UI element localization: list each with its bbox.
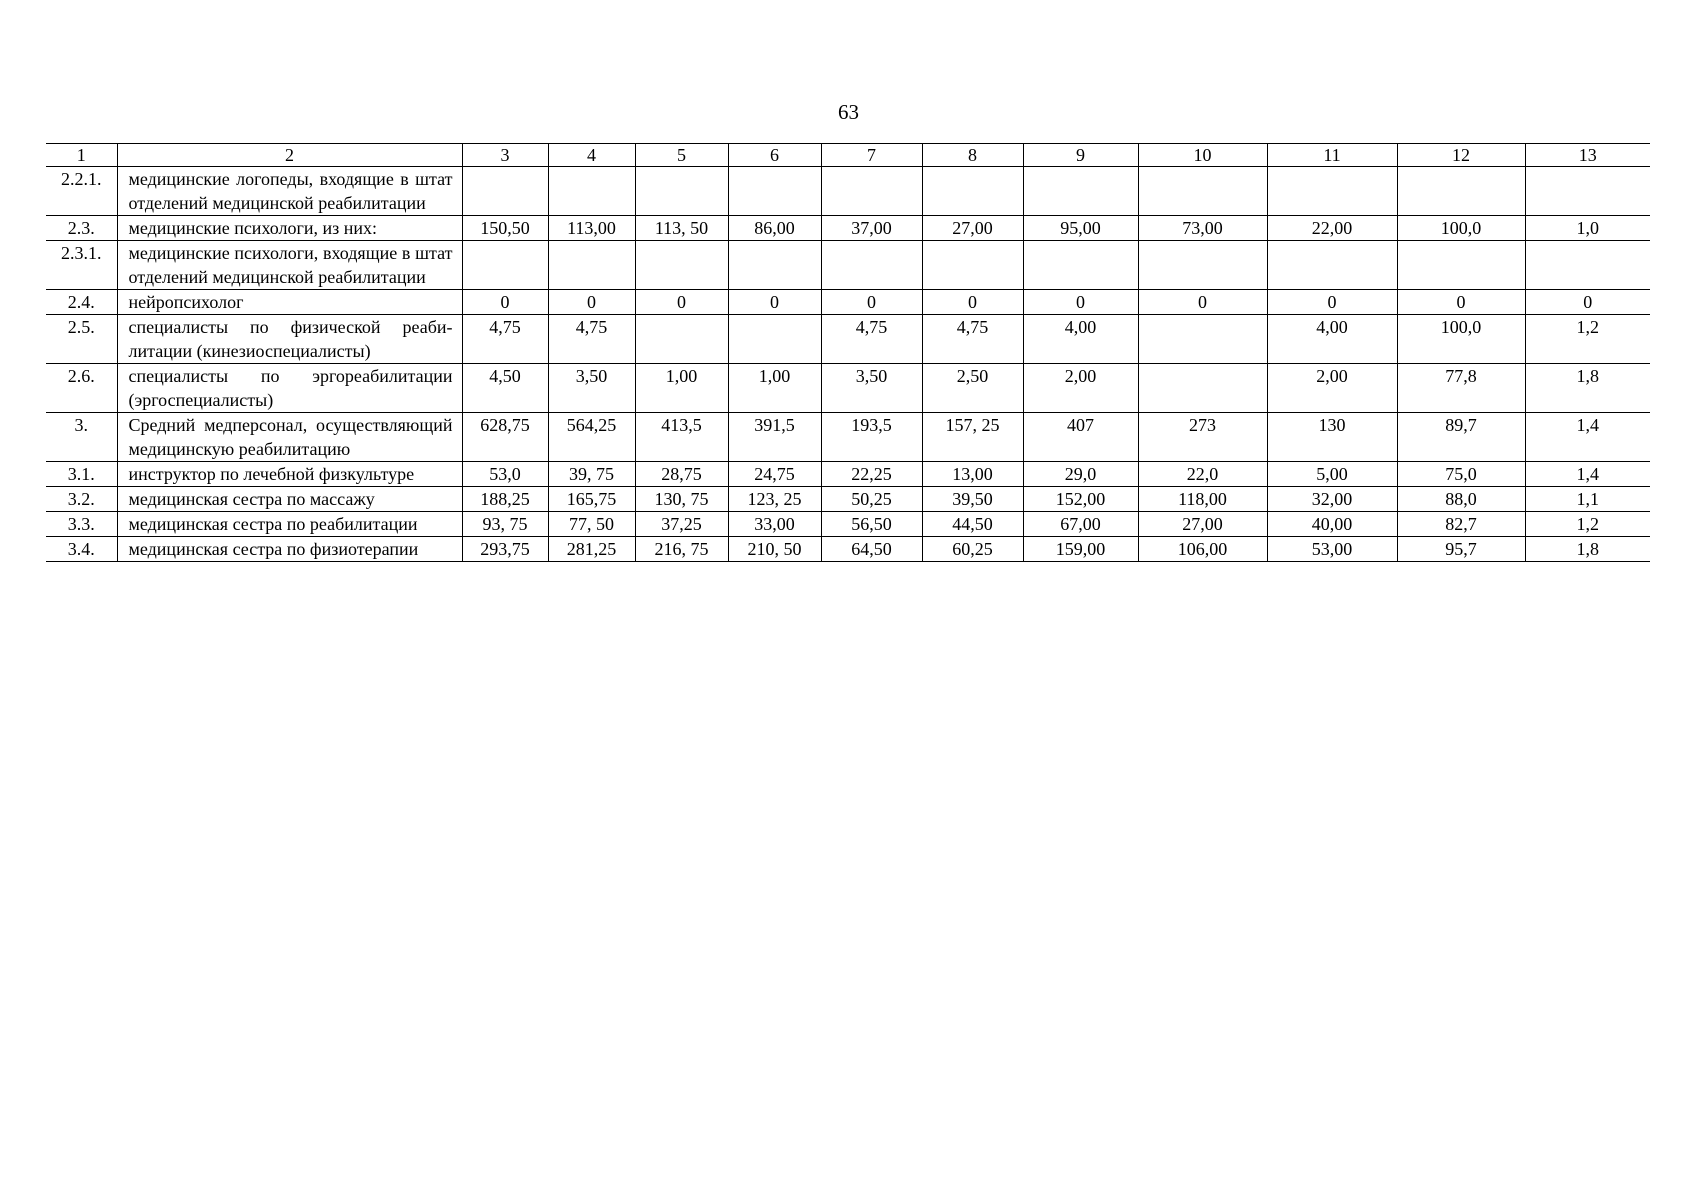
value-cell: [462, 167, 548, 216]
row-name-cell: Средний медперсонал, осуществляющий медицинскую реабилитацию: [117, 413, 462, 462]
value-cell: [1525, 241, 1650, 290]
table-row: [46, 364, 1650, 413]
value-cell: 28,75: [635, 462, 728, 487]
value-cell: [635, 315, 728, 364]
value-cell: 88,0: [1397, 487, 1525, 512]
value-cell: 1,8: [1525, 537, 1650, 562]
row-name-cell: медицинская сестра по массажу: [117, 487, 462, 512]
value-cell: [1138, 241, 1267, 290]
value-cell: 1,1: [1525, 487, 1650, 512]
value-cell: [1267, 167, 1397, 216]
header-row: [46, 144, 1650, 167]
value-cell: [728, 241, 821, 290]
value-cell: 4,00: [1267, 315, 1397, 364]
value-cell: [728, 167, 821, 216]
value-cell: [1138, 167, 1267, 216]
value-cell: 1,2: [1525, 315, 1650, 364]
header-cell: 6: [728, 144, 821, 167]
value-cell: 60,25: [922, 537, 1023, 562]
row-name-cell: медицинские логопеды, входящие в штат отделений медицинской реабилитации: [117, 167, 462, 216]
value-cell: 27,00: [1138, 512, 1267, 537]
value-cell: 3,50: [548, 364, 635, 413]
row-number-cell: 2.4.: [46, 290, 117, 315]
value-cell: 0: [1267, 290, 1397, 315]
value-cell: 0: [548, 290, 635, 315]
row-number-cell: 3.2.: [46, 487, 117, 512]
header-cell: 9: [1023, 144, 1138, 167]
table-row: [46, 290, 1650, 315]
header-cell: 4: [548, 144, 635, 167]
header-cell: 11: [1267, 144, 1397, 167]
value-cell: 1,00: [635, 364, 728, 413]
value-cell: [1138, 315, 1267, 364]
value-cell: 37,00: [821, 216, 922, 241]
header-cell: 7: [821, 144, 922, 167]
value-cell: [635, 241, 728, 290]
value-cell: 100,0: [1397, 315, 1525, 364]
value-cell: 165,75: [548, 487, 635, 512]
value-cell: 157, 25: [922, 413, 1023, 462]
value-cell: 3,50: [821, 364, 922, 413]
row-number-cell: 2.3.: [46, 216, 117, 241]
row-name-cell: медицинские психологи, входящие в штат отделений медицинской реабилитации: [117, 241, 462, 290]
value-cell: 33,00: [728, 512, 821, 537]
value-cell: 39,50: [922, 487, 1023, 512]
table-row: [46, 413, 1650, 462]
value-cell: [1397, 167, 1525, 216]
header-cell: 13: [1525, 144, 1650, 167]
row-name-cell: инструктор по лечебной физкультуре: [117, 462, 462, 487]
value-cell: 216, 75: [635, 537, 728, 562]
value-cell: 13,00: [922, 462, 1023, 487]
value-cell: 4,75: [462, 315, 548, 364]
page-number: 63: [838, 100, 859, 124]
value-cell: 93, 75: [462, 512, 548, 537]
value-cell: [1525, 167, 1650, 216]
header-cell: 5: [635, 144, 728, 167]
value-cell: 1,4: [1525, 462, 1650, 487]
header-cell: 2: [117, 144, 462, 167]
table-row: [46, 216, 1650, 241]
value-cell: 106,00: [1138, 537, 1267, 562]
value-cell: 0: [922, 290, 1023, 315]
value-cell: 50,25: [821, 487, 922, 512]
value-cell: 27,00: [922, 216, 1023, 241]
value-cell: [548, 167, 635, 216]
value-cell: 130: [1267, 413, 1397, 462]
value-cell: 4,00: [1023, 315, 1138, 364]
value-cell: 100,0: [1397, 216, 1525, 241]
value-cell: 193,5: [821, 413, 922, 462]
value-cell: 32,00: [1267, 487, 1397, 512]
value-cell: 37,25: [635, 512, 728, 537]
value-cell: 150,50: [462, 216, 548, 241]
value-cell: 53,0: [462, 462, 548, 487]
value-cell: 0: [1138, 290, 1267, 315]
value-cell: 1,00: [728, 364, 821, 413]
value-cell: 113,00: [548, 216, 635, 241]
value-cell: 29,0: [1023, 462, 1138, 487]
value-cell: 1,4: [1525, 413, 1650, 462]
value-cell: 73,00: [1138, 216, 1267, 241]
row-name-cell: специалисты по физической реабилитации (кинезиоспециалисты): [117, 315, 462, 364]
value-cell: 281,25: [548, 537, 635, 562]
value-cell: 64,50: [821, 537, 922, 562]
table-row: [46, 241, 1650, 290]
value-cell: 152,00: [1023, 487, 1138, 512]
value-cell: 564,25: [548, 413, 635, 462]
row-number-cell: 2.2.1.: [46, 167, 117, 216]
row-number-cell: 3.1.: [46, 462, 117, 487]
row-name-cell: специалисты по эргореабилитации (эргоспециалисты): [117, 364, 462, 413]
value-cell: 22,00: [1267, 216, 1397, 241]
value-cell: 53,00: [1267, 537, 1397, 562]
value-cell: 95,00: [1023, 216, 1138, 241]
value-cell: 22,25: [821, 462, 922, 487]
row-number-cell: 3.3.: [46, 512, 117, 537]
value-cell: 82,7: [1397, 512, 1525, 537]
value-cell: 4,75: [821, 315, 922, 364]
value-cell: [1138, 364, 1267, 413]
row-number-cell: 2.6.: [46, 364, 117, 413]
row-number-cell: 3.: [46, 413, 117, 462]
value-cell: 39, 75: [548, 462, 635, 487]
value-cell: 273: [1138, 413, 1267, 462]
value-cell: [1397, 241, 1525, 290]
value-cell: 0: [1397, 290, 1525, 315]
value-cell: 391,5: [728, 413, 821, 462]
table-row: [46, 462, 1650, 487]
value-cell: 4,75: [548, 315, 635, 364]
table-row: [46, 512, 1650, 537]
value-cell: 89,7: [1397, 413, 1525, 462]
header-cell: 3: [462, 144, 548, 167]
value-cell: [821, 167, 922, 216]
value-cell: [728, 315, 821, 364]
header-cell: 8: [922, 144, 1023, 167]
staffing-table: [46, 143, 1650, 562]
value-cell: 188,25: [462, 487, 548, 512]
value-cell: 113, 50: [635, 216, 728, 241]
value-cell: 40,00: [1267, 512, 1397, 537]
value-cell: 0: [462, 290, 548, 315]
value-cell: [1267, 241, 1397, 290]
row-number-cell: 2.3.1.: [46, 241, 117, 290]
value-cell: 95,7: [1397, 537, 1525, 562]
value-cell: 24,75: [728, 462, 821, 487]
value-cell: 67,00: [1023, 512, 1138, 537]
value-cell: 413,5: [635, 413, 728, 462]
value-cell: 123, 25: [728, 487, 821, 512]
value-cell: 118,00: [1138, 487, 1267, 512]
value-cell: 0: [728, 290, 821, 315]
value-cell: 4,50: [462, 364, 548, 413]
value-cell: 75,0: [1397, 462, 1525, 487]
value-cell: 22,0: [1138, 462, 1267, 487]
value-cell: [821, 241, 922, 290]
value-cell: [462, 241, 548, 290]
header-cell: 12: [1397, 144, 1525, 167]
value-cell: 210, 50: [728, 537, 821, 562]
value-cell: 293,75: [462, 537, 548, 562]
value-cell: 2,00: [1267, 364, 1397, 413]
value-cell: 1,8: [1525, 364, 1650, 413]
row-number-cell: 3.4.: [46, 537, 117, 562]
table-row: [46, 537, 1650, 562]
table-row: [46, 167, 1650, 216]
value-cell: 1,2: [1525, 512, 1650, 537]
header-cell: 1: [46, 144, 117, 167]
value-cell: 0: [821, 290, 922, 315]
value-cell: [922, 167, 1023, 216]
value-cell: [1023, 241, 1138, 290]
value-cell: 2,50: [922, 364, 1023, 413]
value-cell: [635, 167, 728, 216]
row-name-cell: медицинские психологи, из них:: [117, 216, 462, 241]
value-cell: 1,0: [1525, 216, 1650, 241]
value-cell: 5,00: [1267, 462, 1397, 487]
value-cell: 0: [1023, 290, 1138, 315]
value-cell: [1023, 167, 1138, 216]
value-cell: 56,50: [821, 512, 922, 537]
value-cell: 77,8: [1397, 364, 1525, 413]
value-cell: 2,00: [1023, 364, 1138, 413]
row-number-cell: 2.5.: [46, 315, 117, 364]
value-cell: [922, 241, 1023, 290]
value-cell: 159,00: [1023, 537, 1138, 562]
value-cell: [548, 241, 635, 290]
table-row: [46, 487, 1650, 512]
row-name-cell: медицинская сестра по реабилитации: [117, 512, 462, 537]
header-cell: 10: [1138, 144, 1267, 167]
value-cell: 77, 50: [548, 512, 635, 537]
row-name-cell: медицинская сестра по физиотерапии: [117, 537, 462, 562]
value-cell: 4,75: [922, 315, 1023, 364]
value-cell: 130, 75: [635, 487, 728, 512]
table-row: [46, 315, 1650, 364]
value-cell: 407: [1023, 413, 1138, 462]
value-cell: 86,00: [728, 216, 821, 241]
value-cell: 44,50: [922, 512, 1023, 537]
value-cell: 0: [635, 290, 728, 315]
row-name-cell: нейропсихолог: [117, 290, 462, 315]
value-cell: 0: [1525, 290, 1650, 315]
value-cell: 628,75: [462, 413, 548, 462]
